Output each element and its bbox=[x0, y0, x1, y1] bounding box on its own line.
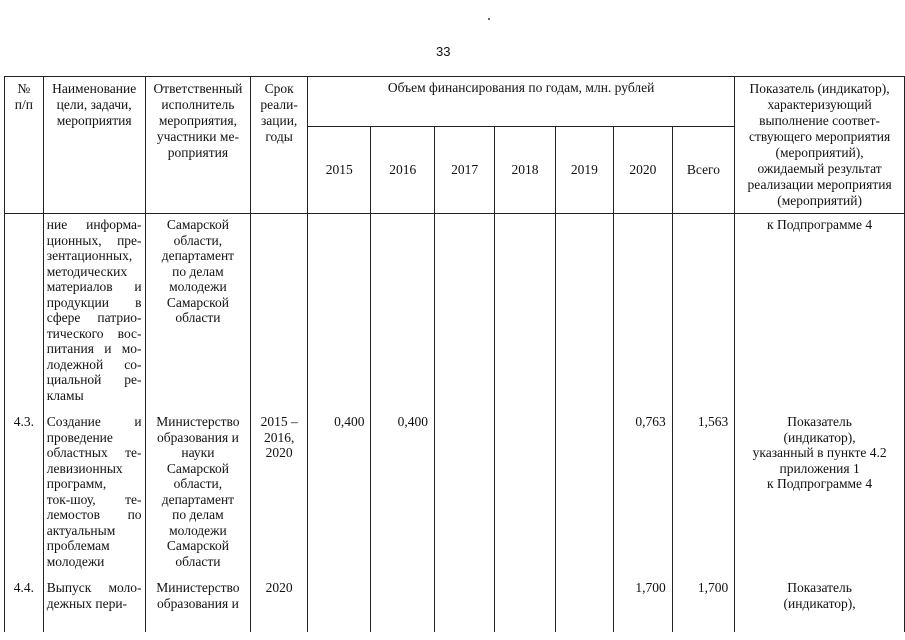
row-indicator-line: приложения 1 bbox=[779, 460, 860, 476]
row-name-line: сфере патрио- bbox=[46, 310, 142, 325]
row-indicator-cell bbox=[735, 406, 905, 572]
row-term-line: 2020 bbox=[265, 580, 293, 595]
row-total-cell bbox=[672, 214, 735, 407]
row-name-line: циальной ре- bbox=[46, 372, 142, 387]
row-total-cell: 1,563 bbox=[672, 406, 735, 572]
header-total: Всего bbox=[672, 127, 735, 214]
header-year: 2020 bbox=[614, 127, 673, 214]
row-executor-line: науки bbox=[181, 445, 215, 460]
row-name-line: продукции в bbox=[46, 294, 142, 310]
row-indicator-line: к Подпрограмме 4 bbox=[767, 217, 873, 232]
row-name-line: Создание и bbox=[46, 414, 142, 429]
row-year-value-cell: 0,763 bbox=[614, 406, 673, 572]
row-indicator-line: Показатель bbox=[787, 414, 852, 429]
header-executor-line: мероприятия, bbox=[158, 113, 237, 128]
funding-table bbox=[4, 76, 905, 632]
header-indicator-line: (мероприятий), bbox=[775, 145, 864, 160]
table-body bbox=[5, 214, 905, 633]
row-name-line: питания и мо- bbox=[46, 341, 142, 356]
row-year-value-cell bbox=[495, 214, 555, 407]
row-year-value-cell: 1,700 bbox=[614, 572, 673, 632]
header-indicator-line: Показатель (индикатор), bbox=[749, 81, 890, 96]
header-name-line: Наименование bbox=[52, 81, 137, 96]
header-year: 2019 bbox=[555, 127, 613, 214]
header-indicator-line: ожидаемый результат bbox=[757, 161, 882, 176]
row-term-cell bbox=[251, 406, 308, 572]
header-year: 2018 bbox=[495, 127, 555, 214]
row-executor-line: Министерство bbox=[156, 580, 240, 595]
row-executor-line: Министерство bbox=[156, 414, 240, 429]
header-number-line: № bbox=[17, 81, 31, 96]
header-indicator-line: выполнение соответ- bbox=[759, 113, 881, 128]
row-year-value-cell bbox=[555, 572, 613, 632]
header-term bbox=[251, 77, 308, 214]
row-name-line: программ, bbox=[46, 476, 107, 491]
row-executor-cell bbox=[145, 572, 251, 632]
row-year-value-cell bbox=[371, 214, 434, 407]
header-number-line: п/п bbox=[14, 97, 33, 112]
header-number bbox=[5, 77, 44, 214]
header-name bbox=[43, 77, 145, 214]
row-name-line: материалов и bbox=[46, 279, 142, 294]
row-indicator-line: к Подпрограмме 4 bbox=[767, 476, 873, 491]
row-name-line: левизионных bbox=[46, 460, 123, 476]
header-term-line: Срок bbox=[264, 81, 294, 96]
header-indicator-line: реализации мероприятия bbox=[747, 177, 892, 192]
row-year-value-cell bbox=[371, 572, 434, 632]
header-indicator-line: ствующего мероприятия bbox=[749, 129, 891, 144]
row-indicator-line: (индикатор), bbox=[783, 595, 856, 611]
row-executor-line: по делам bbox=[172, 507, 224, 522]
row-indicator-line: Показатель bbox=[787, 580, 852, 595]
row-indicator-cell bbox=[735, 572, 905, 632]
row-name-line: ционных, пре- bbox=[46, 232, 142, 248]
row-name-line: Выпуск моло- bbox=[46, 580, 142, 595]
row-number-cell: 4.4. bbox=[5, 572, 44, 632]
row-name-line: областных те- bbox=[46, 445, 142, 460]
row-number-cell: 4.3. bbox=[5, 406, 44, 572]
row-year-value-cell: 0,400 bbox=[371, 406, 434, 572]
row-name-line: ние информа- bbox=[46, 217, 142, 232]
header-executor-line: роприятия bbox=[167, 145, 229, 160]
row-year-value-cell bbox=[555, 406, 613, 572]
header-funding: Объем финансирования по годам, млн. рублей bbox=[307, 77, 734, 127]
header-year: 2017 bbox=[434, 127, 494, 214]
header-indicator bbox=[735, 77, 905, 214]
page-number: 33 bbox=[436, 44, 451, 59]
row-indicator-line: (индикатор), bbox=[783, 429, 856, 445]
row-term-line: 2015 – bbox=[260, 414, 298, 429]
row-name-line: проведение bbox=[46, 429, 113, 445]
row-executor-cell bbox=[145, 214, 251, 407]
row-executor-line: по делам bbox=[172, 263, 224, 279]
row-executor-line: департамент bbox=[161, 248, 235, 263]
row-name-line: лемостов по bbox=[46, 507, 142, 522]
header-executor-line: участники ме- bbox=[156, 129, 239, 144]
header-name-line: мероприятия bbox=[56, 113, 132, 128]
row-name-line: методических bbox=[46, 263, 128, 279]
row-executor-line: Самарской bbox=[166, 294, 229, 310]
speck-mark bbox=[488, 18, 490, 20]
row-executor-line: области bbox=[175, 553, 221, 569]
row-name-line: проблемам bbox=[46, 538, 110, 553]
row-name-line: зентационных, bbox=[46, 248, 133, 263]
row-executor-line: департамент bbox=[161, 491, 235, 507]
row-year-value-cell bbox=[495, 572, 555, 632]
header-term-line: зации, bbox=[260, 113, 298, 128]
row-total-cell: 1,700 bbox=[672, 572, 735, 632]
row-executor-line: образования и bbox=[157, 595, 239, 611]
row-executor-line: молодежи bbox=[169, 279, 227, 294]
row-name-line: молодежи bbox=[46, 553, 105, 569]
row-year-value-cell bbox=[434, 572, 494, 632]
row-executor-line: Самарской bbox=[166, 538, 229, 553]
row-term-line: 2020 bbox=[265, 445, 293, 460]
row-number-cell bbox=[5, 214, 44, 407]
row-name-cell bbox=[43, 572, 145, 632]
row-year-value-cell bbox=[614, 214, 673, 407]
row-executor-line: образования и bbox=[157, 429, 239, 445]
table-row bbox=[5, 214, 905, 407]
row-year-value-cell bbox=[307, 214, 370, 407]
header-term-line: годы bbox=[265, 129, 293, 144]
header-year: 2016 bbox=[371, 127, 434, 214]
header-executor-line: исполнитель bbox=[161, 97, 235, 112]
row-name-cell bbox=[43, 406, 145, 572]
row-name-line: дежных пери- bbox=[46, 595, 128, 611]
row-executor-line: молодежи bbox=[169, 522, 227, 538]
row-executor-line: области, bbox=[173, 232, 223, 248]
row-executor-line: Самарской bbox=[166, 217, 229, 232]
row-name-line: тического вос- bbox=[46, 325, 142, 341]
row-year-value-cell bbox=[555, 214, 613, 407]
row-name-cell bbox=[43, 214, 145, 407]
header-indicator-line: (мероприятий) bbox=[777, 193, 862, 208]
row-year-value-cell bbox=[495, 406, 555, 572]
row-term-line: 2016, bbox=[263, 429, 295, 445]
header-row-1 bbox=[5, 77, 905, 127]
header-executor-line: Ответственный bbox=[153, 81, 243, 96]
row-term-cell bbox=[251, 572, 308, 632]
row-year-value-cell bbox=[434, 214, 494, 407]
row-term-cell bbox=[251, 214, 308, 407]
header-term-line: реали- bbox=[260, 97, 298, 112]
row-name-line: лодежной со- bbox=[46, 356, 142, 372]
row-name-line: кламы bbox=[46, 387, 84, 403]
row-year-value-cell: 0,400 bbox=[307, 406, 370, 572]
row-executor-line: области bbox=[175, 310, 221, 325]
header-indicator-line: характеризующий bbox=[767, 97, 872, 112]
row-name-line: актуальным bbox=[46, 522, 116, 538]
header-name-line: цели, задачи, bbox=[56, 97, 132, 112]
table-row bbox=[5, 572, 905, 632]
row-indicator-line: указанный в пункте 4.2 bbox=[752, 445, 887, 460]
header-year: 2015 bbox=[307, 127, 370, 214]
row-executor-line: области, bbox=[173, 476, 223, 491]
row-executor-cell bbox=[145, 406, 251, 572]
row-year-value-cell bbox=[307, 572, 370, 632]
table-row bbox=[5, 406, 905, 572]
row-indicator-cell bbox=[735, 214, 905, 407]
header-executor bbox=[145, 77, 251, 214]
row-name-line: ток-шоу, те- bbox=[46, 491, 142, 507]
row-executor-line: Самарской bbox=[166, 460, 229, 476]
row-year-value-cell bbox=[434, 406, 494, 572]
